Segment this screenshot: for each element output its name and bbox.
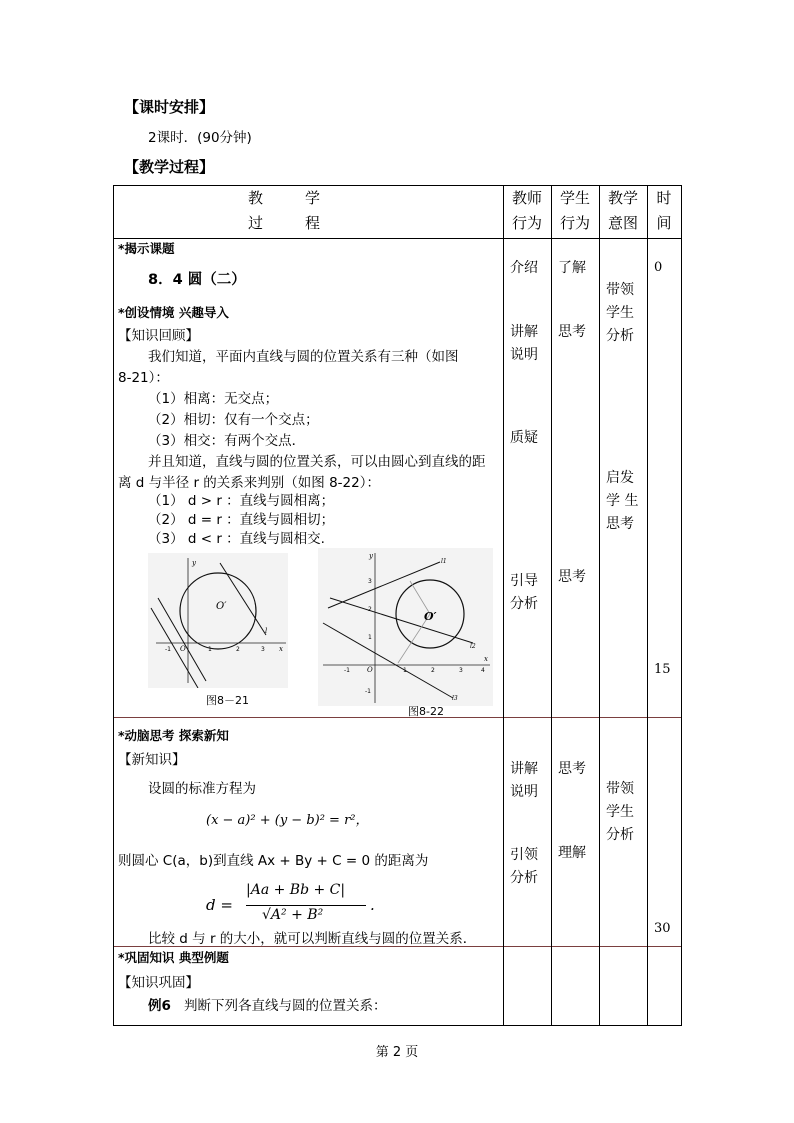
fig2-y-tick-neg1: -1 <box>365 688 371 695</box>
review-item-2: （2）相切：仅有一个交点； <box>148 412 319 428</box>
review-item-1: （1）相离：无交点； <box>148 391 279 407</box>
schedule-text: 2课时．(90分钟) <box>148 130 252 146</box>
row2-student-understand: 理解 <box>558 845 586 861</box>
row1-teacher-describe: 说明 <box>510 347 538 363</box>
row1-student-think-2: 思考 <box>558 569 586 585</box>
fig2-x-tick-neg1: -1 <box>344 667 350 674</box>
fig2-origin: O <box>367 666 373 674</box>
reveal-topic: *揭示课题 <box>118 241 175 256</box>
row2-para1: 设圆的标准方程为 <box>148 781 256 797</box>
formula-numerator: |Aa + Bb + C| <box>246 882 346 898</box>
row3-example-text: 判断下列各直线与圆的位置关系： <box>184 998 387 1014</box>
fig2-label-l1: l1 <box>441 558 447 565</box>
process-title: 【教学过程】 <box>124 158 215 176</box>
condition-1: （1） d > r ：直线与圆相离； <box>148 493 335 509</box>
fig2-axis-x: x <box>484 655 488 663</box>
row2-new-knowledge: 【新知识】 <box>118 752 186 768</box>
formula-end: . <box>370 896 375 914</box>
condition-3: （3） d < r ：直线与圆相交. <box>148 531 325 547</box>
fig1-x-tick-neg1: -1 <box>165 646 171 653</box>
create-scenario: *创设情境 兴趣导入 <box>118 305 229 320</box>
row1-intent-students-2: 学 生 <box>606 493 639 509</box>
fig1-x-tick-2: 2 <box>236 646 240 653</box>
header-col1-b2: 程 <box>305 214 321 232</box>
header-col1-a1: 教 <box>248 189 264 207</box>
figure-8-21 <box>148 553 288 688</box>
row2-distance-formula <box>206 880 386 930</box>
row1-teacher-analyze: 分析 <box>510 596 538 612</box>
fig2-x-tick-1: 1 <box>403 667 407 674</box>
row2-para3: 比较 d 与 r 的大小，就可以判断直线与圆的位置关系． <box>148 931 477 947</box>
row2-teacher-describe: 说明 <box>510 784 538 800</box>
header-intent-2: 意图 <box>607 214 638 232</box>
row2-time: 30 <box>654 921 671 936</box>
row2-teacher-analyze: 分析 <box>510 870 538 886</box>
fig1-origin: O <box>180 645 186 653</box>
row2-equation-circle: (x − a)² + (y − b)² = r²， <box>206 813 369 828</box>
fig2-x-tick-3: 3 <box>459 667 463 674</box>
fig2-axis-y: y <box>369 552 373 560</box>
fig1-x-tick-3: 3 <box>261 646 265 653</box>
formula-lhs: d = <box>206 896 233 914</box>
fig1-x-tick-1: 1 <box>208 646 212 653</box>
row3-example-label: 例6 <box>148 998 171 1014</box>
row3-title: *巩固知识 典型例题 <box>118 950 229 965</box>
review-para2-b: 离 d 与半径 r 的关系来判别（如图 8-22）： <box>118 475 380 491</box>
row1-student-understand: 了解 <box>558 260 586 276</box>
row1-teacher-explain: 讲解 <box>510 324 538 340</box>
figure-8-21-caption: 图8－21 <box>206 694 249 707</box>
lesson-topic: 8．4 圆（二） <box>148 272 246 288</box>
fig2-x-tick-2: 2 <box>431 667 435 674</box>
fig2-y-tick-2: 2 <box>368 606 372 613</box>
header-teacher-1: 教师 <box>511 189 542 207</box>
row2-student-think: 思考 <box>558 761 586 777</box>
fig1-axis-y: y <box>192 559 196 567</box>
review-para2-a: 并且知道，直线与圆的位置关系，可以由圆心到直线的距 <box>148 454 486 470</box>
row1-intent-analyze: 分析 <box>606 328 634 344</box>
header-time-2: 间 <box>656 214 672 232</box>
fig1-circle-label: O′ <box>216 601 227 612</box>
review-para1-b: 8-21）： <box>118 370 169 386</box>
row2-teacher-lead: 引领 <box>510 847 538 863</box>
row3-consolidate: 【知识巩固】 <box>118 975 199 991</box>
figure-8-22 <box>318 548 493 706</box>
row1-intent-think: 思考 <box>606 516 634 532</box>
row1-teacher-question: 质疑 <box>510 430 538 446</box>
row2-intent-students: 学生 <box>606 804 634 820</box>
header-student-2: 行为 <box>559 214 590 232</box>
condition-2: （2） d = r ：直线与圆相切； <box>148 512 335 528</box>
formula-bar <box>246 905 366 906</box>
fig1-line-label: l <box>265 627 268 635</box>
row1-intent-inspire: 启发 <box>606 470 634 486</box>
fig2-label-l2: l2 <box>470 643 476 650</box>
review-item-3: （3）相交：有两个交点． <box>148 433 306 449</box>
schedule-title: 【课时安排】 <box>124 98 215 116</box>
page-footer: 第 2 页 <box>375 1045 419 1060</box>
row2-teacher-explain: 讲解 <box>510 761 538 777</box>
row1-time-start: 0 <box>654 260 663 275</box>
formula-denominator: √A² + B² <box>262 907 324 923</box>
row1-teacher-intro: 介绍 <box>510 260 538 276</box>
review-para1-a: 我们知道，平面内直线与圆的位置关系有三种（如图 <box>148 349 459 365</box>
row1-intent-lead: 带领 <box>606 282 634 298</box>
row2-title: *动脑思考 探索新知 <box>118 728 229 743</box>
header-col1-a2: 过 <box>248 214 264 232</box>
header-teacher-2: 行为 <box>511 214 542 232</box>
fig2-label-l3: l3 <box>452 695 458 702</box>
figure-8-22-caption: 图8-22 <box>408 705 444 718</box>
row1-teacher-guide: 引导 <box>510 573 538 589</box>
row1-intent-students: 学生 <box>606 305 634 321</box>
header-time-1: 时 <box>656 189 672 207</box>
review-title: 【知识回顾】 <box>118 328 199 344</box>
row2-para2: 则圆心 C(a，b)到直线 Ax + By + C = 0 的距离为 <box>118 853 429 869</box>
header-col1-b1: 学 <box>305 189 321 207</box>
row2-intent-lead: 带领 <box>606 781 634 797</box>
fig2-circle-label: O′ <box>424 610 437 623</box>
fig2-x-tick-4: 4 <box>481 667 485 674</box>
fig1-axis-x: x <box>279 645 283 653</box>
header-intent-1: 教学 <box>607 189 638 207</box>
row2-intent-analyze: 分析 <box>606 827 634 843</box>
fig2-y-tick-1: 1 <box>368 634 372 641</box>
row1-student-think-1: 思考 <box>558 324 586 340</box>
fig2-y-tick-3: 3 <box>368 578 372 585</box>
row1-time-end: 15 <box>654 662 671 677</box>
header-student-1: 学生 <box>559 189 590 207</box>
